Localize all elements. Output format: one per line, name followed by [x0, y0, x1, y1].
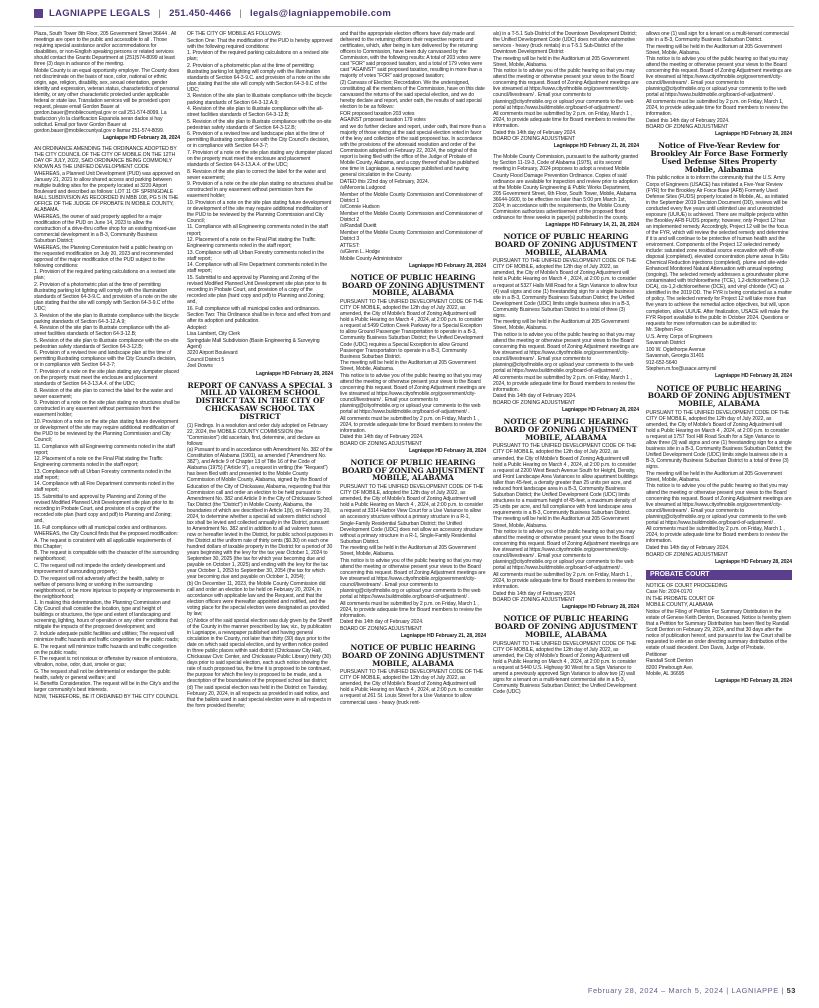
- notice-paragraph: This public notice is to inform the community that the U.S. Army Corps of Engineers (USACE) has initiated a Five-Year Review (FYR) for the Brookley Air Force Base (AFB) Formerly Used Defense Sites (FUDS) property located in Mobile, AL, as initiated in the September 2019 Decision Document (DD), reviews will be conducted every five years until unlimited use and unrestricted exposure (UU/UE) is achieved. There are multiple projects within the Brookley AFB FUDS property; however, only Project 12 has an implemented remedy. Accordingly, Project 12 will be the focus of the FYR, which will review the selected remedy and determine if it is and will continue to be protective of human health and the environment. Components of the Project 12 selected remedy include: saturated zone residual source excavation with off-site disposal (completed), elevated concentration plume areas In Situ Chemical Reduction injections (completed), plume and site-wide Enhanced Monitored Natural Attenuation with annual reporting (ongoing). The selected remedy addresses a groundwater plume contaminated with trichloroethene (TCE), 1,2-dichloroethene (1,2-DCA), cis-1,2-dichloroethene (DCE), and vinyl chloride (VC) as identified in the 2019 DD. The FYR is being conducted as a matter of policy. The selected remedy for Project 12 will take more than five years to achieve the remedial action objectives, but will, upon completion, allow UU/UE. After finalization, USACE will make the FYR Report available to the public in October 2024. Questions or requests for more information can be submitted to:: [646, 175, 792, 327]
- notice-paragraph: Dated this 14th day of February 2024.: [493, 393, 577, 400]
- notice-paragraph: WHEREAS, a Planned Unit Development (PUD) was approved on January 21, 2021 to allow shared access and parking between multiple building sites for the property located at 3220 Airport Boulevard and described as follows: LOT 11 OF SPRINGDALE MALL SUBDIVISION AS RECORDED IN MBB 108, PG 5 IN THE OFFICE OF THE JUDGE OF PROBATE IN MOBILE COUNTY, ALABAMA.: [34, 171, 180, 214]
- notice-paragraph: 10. Provision of a note on the site plan stating future development or development of the site may require additional modification of the PUD to be reviewed by the Planning Commission and City Council;: [34, 418, 179, 444]
- notice-paragraph: 12. Placement of a note on the Final Plat stating the Traffic Engineering comments noted in the staff report;: [34, 456, 163, 469]
- notice-paragraph: 8. Revision of the site plan to correct the label for the water and sewer easement;: [34, 387, 173, 400]
- brand-name: LAGNIAPPE: [731, 986, 779, 995]
- notice-paragraph: This notice is to advise you of the public hearing so that you may attend the meeting or otherwise present your views to the Board concerning this request. Board of Zoning Adjustment meetings are live streamed at https://www.cityofmobile.org/government/city-council/livestream/ . Email your comments to planning@cityofmobile.org or upload your comments to the web portal at https://www.buildmobile.org/board-of-adjustment/ .: [493, 68, 639, 111]
- notice-paragraph: G. The request shall not be detrimental or endanger the public health, safety or general welfare; and: [34, 668, 171, 681]
- notice-paragraph: The Mobile County Commission, pursuant to the authority granted by Section 11-19-3, Code of Alabama (1975), at its second meeting in February, 2024 proposes to adopt a revised Mobile County Flood Damage Prevention Ordinance. Copies of said ordinance are available for inspection and review prior to adoption at the Mobile County Engineering & Public Works Department, 205 Government Street, 6th Floor, South Tower, Mobile, Alabama 36644-1600, to be effective no later than 5:00 pm March 1st, 2024; in accordance with the requirements, the Mobile County Commission authorizes advertisement of the proposed flood ordinance for three weeks in paper(s) published in the county.: [493, 154, 638, 221]
- notice-paragraph: BOARD OF ZONING ADJUSTMENT: [340, 625, 422, 632]
- notice-paragraph: WHEREAS, the owner of said property applied for a major modification of the PUD on June 14, 2023 to allow the construction of a drive-thru coffee shop for an existing mixed-use commercial development in a B-3, Community Business Suburban District;: [34, 213, 177, 245]
- notice-paragraph: The meeting will be held in the Auditorium at 205 Government Street, Mobile, Alabama.: [340, 360, 476, 373]
- notice-paragraph: MOBILE COUNTY, ALABAMA: [646, 602, 713, 609]
- notice-title: NOTICE OF PUBLIC HEARING BOARD OF ZONING ADJUSTMENT MOBILE, ALABAMA: [341, 457, 485, 483]
- notice-paragraph: (d) The said special election was held in the District on Tuesday, February 20, 2024, in all respects as provided in said notice, and that the ballots used in said special election were in all respects in the form provided therefor;: [187, 684, 332, 709]
- column-3: [340, 31, 486, 976]
- notice-paragraph: 13. Compliance with all Urban Forestry comments noted in the staff report;: [187, 249, 325, 262]
- notice-paragraph: AGAINST proposed taxation 179 votes: [340, 117, 426, 124]
- notice-title: NOTICE OF PUBLIC HEARING BOARD OF ZONING ADJUSTMENT MOBILE, ALABAMA: [341, 642, 485, 668]
- notice-paragraph: 2. Include adequate public facilities and utilities; The request will minimize traffic hazards and traffic congestion on the public roads;: [34, 631, 179, 644]
- notice-paragraph: 5. Revision of the site plan to illustrate compliance with the on-site pedestrian safety standards of Section 64-3-12.B;: [187, 118, 332, 131]
- notice-paragraph: Case No: 2024-0170: [646, 589, 693, 596]
- publication-byline: Lagniappe HD February 21, 28, 2024: [553, 143, 639, 150]
- header-text: [49, 8, 391, 19]
- notice-paragraph: WHEREAS, the City Council finds that the proposed modification:: [34, 531, 178, 538]
- phone-number: 251.450-4466: [169, 7, 232, 19]
- separator: |: [239, 7, 243, 19]
- notice-paragraph: 7. Provision of a note on the site plan stating any dumpster placed on the property must meet the enclosure and placement standards of Section 64-3-13.A.4. of the UDC;: [34, 369, 179, 388]
- notice-paragraph: All comments must be submitted by 2 p.m. on Friday, March 1 , 2024, to provide adequate time for Board members to review the information.: [646, 526, 788, 545]
- notice-paragraph: Springdale Mall Subdivision (Basin Engineering & Surveying Agent): [187, 337, 320, 350]
- notice-paragraph: 3. Revision of the site plan to illustrate compliance with the bicycle parking standards of Section 64-3-12.A.9;: [34, 312, 179, 325]
- notice-paragraph: D. The request will not adversely affect the health, safety or welfare of persons living or working in the surrounding neighborhood, or be more injurious to property or improvements in the neighborhood;: [34, 575, 180, 600]
- notice-paragraph: Dated this 14th day of February 2024.: [646, 117, 730, 124]
- notice-paragraph: PURSUANT TO THE UNIFIED DEVELOPMENT CODE OF THE CITY OF MOBILE, adopted the 12th day of July 2022, as amended, the City of Mobile's Board of Zoning Adjustment will hold a Public Hearing on March 4 , 2024, at 2:00 p.m. to consider a request at 261 St. Louis Street for a Use Variance to allow commercial uses - heavy (truck rent-: [340, 669, 484, 706]
- notice-paragraph: 14. Compliance with all Fire Department comments noted in the staff report;: [34, 481, 174, 494]
- notice-paragraph: All comments must be submitted by 2 p.m. on Friday, March 1 , 2024, to provide adequate time for Board members to review the information.: [493, 111, 635, 130]
- notice-paragraph: 11. Compliance with all Engineering comments noted in the staff report;: [187, 224, 328, 237]
- notice-paragraph: PURSUANT TO THE UNIFIED DEVELOPMENT CODE OF THE CITY OF MOBILE, adopted the 12th day of July 2022, as amended, the City of Mobile's Board of Zoning Adjustment will hold a Public Hearing on March 4 , 2024, at 2:00 p.m. to consider a request at 3314 Harbor View Court for a Use Variance to allow an accessory structure without a primary structure in a R-1, Single-Family Residential Suburban District; the Unified Development Code (UDC) does not allow an accessory structure without a primary structure in a R-1, Single-Family Residential Suburban District.: [340, 484, 484, 545]
- notice-paragraph: 2. Provision of a photometric plan at the time of permitting illustrating parking lot lighting will comply with the illumination standards of Section 64-3-9.C. and provision of a note on the site plan stating that the site will comply with Section 64-3-9.C of the UDC;: [187, 62, 331, 93]
- notice-paragraph: (c) Notice of the said special election was duly given by the Sheriff of the County in the manner prescribed by law, viz., by publication in Lagniappe, a newspaper published and having general circulation in the County, not later than thirty (30) days prior to the date on which said special election, and by written notice posted in three public places within said district (Chickasaw City Hall, Chickasaw Civic Center, and Chickasaw Public Library) thirty (30) days prior to said special election, each such notice showing the rate of such proposed tax, the time it is proposed to be continued, the purpose for which the levy is proposed to be made, and a description of the boundaries of the proposed school tax district;: [187, 617, 332, 685]
- publication-byline: Lagniappe HD February 28, 2024: [102, 135, 180, 142]
- notice-paragraph: This notice is to advise you of the public hearing so that you may attend the meeting or otherwise present your views to the Board concerning this request. Board of Zoning Adjustment meetings are live streamed at https://www.cityofmobile.org/government/city-council/livestream/ . Email your comments to planning@cityofmobile.org or upload your comments to the web portal at https://www.buildmobile.org/board-of-adjustment/ .: [340, 372, 486, 416]
- notice-paragraph: NOTICE OF COURT PROCEEDING: [646, 582, 728, 589]
- notice-paragraph: 6. Provision of a revised tree and landscape plan at the time of permitting illustrating compliance with the City Council's decision, or in compliance with Section 64-3-7;: [34, 350, 177, 369]
- notice-paragraph: 3. Revision of the site plan to illustrate compliance with the bicycle parking standards of Section 64-3-12.A.9;: [187, 93, 332, 106]
- notice-paragraph: 15. Submittal to and approval by Planning and Zoning of the revised Modified Planned Unit Development site plan prior to its recording in Probate Court, and provision of a copy of the recorded site plan (hard copy and pdf) to Planning and Zoning; and,: [187, 274, 327, 306]
- notice-paragraph: The meeting will be held in the Auditorium at 205 Government Street, Mobile, Alabama.: [493, 55, 629, 68]
- notice-paragraph: (1) Findings. In a resolution and order duly adopted on February 22, 2024, the MOBILE COUNTY COMMISSION (the "Commission") did ascertain, find, determine, and declare as follows:: [187, 422, 328, 447]
- notice-paragraph: U.S. Army Corps of Engineers: [646, 333, 713, 340]
- notice-paragraph: Mobile County Administrator: [340, 255, 403, 262]
- issue-dates: February 28, 2024 – March 5, 2024: [587, 986, 724, 995]
- publication-byline: Lagniappe HD February 28, 2024: [408, 262, 486, 269]
- publication-byline: Lagniappe HD February 28, 2024: [255, 370, 333, 377]
- notice-paragraph: PURSUANT TO THE UNIFIED DEVELOPMENT CODE OF THE CITY OF MOBILE, adopted the 12th day of July 2022, as amended, the City of Mobile's Board of Zoning Adjustment will hold a Public Hearing on March 4 , 2024, at 2:00 p.m. to consider a request at 2200 West Beach Avenue South for Height, Density, and Front Landscape Area Variances to allow apartment buildings taller than 45-feet, a density greater than 25 units per acre, and reduced front landscape area in a B-3, Community Business Suburban District; the Unified Development Code (UDC) limits structures to a maximum height of 45-feet, a maximum density of 25 units per acre, and full compliance with front landscape area requirements in a B-3, Community Business Suburban District.: [493, 443, 638, 516]
- notice-paragraph: /s/Glenn L. Hodge: [340, 249, 381, 256]
- notice-paragraph: Mobile County is an equal opportunity employer. The County does not discriminate on the basis of race, color, national or ethnic origin, age, religion, disability, sex, sexual orientation, gender identity and expression, veteran status, characteristics of personal identity, or any other characteristic protected under applicable federal or state law. Translation services will be provided upon request, please email Gordon Bauer at gordon.bauer@mobilecountyal.gov or call 251-574-8099. La traduccion y/o la clarificacion Espanola seran dados si hay solicitud. Email por favor Gordon Bauer at gordon.bauer@mobilecountyal.gov o llamar 251-574-8099.: [34, 67, 180, 135]
- notice-paragraph: BOARD OF ZONING ADJUSTMENT: [493, 136, 575, 143]
- notice-paragraph: The meeting will be held in the Auditorium at 205 Government Street, Mobile, Alabama.: [493, 319, 629, 332]
- notice-paragraph: 12. Placement of a note on the Final Plat stating the Traffic Engineering comments noted in the staff report;: [187, 237, 316, 250]
- notice-paragraph: PURSUANT TO THE UNIFIED DEVELOPMENT CODE OF THE CITY OF MOBILE, adopted the 12th day of July 2022, as amended, the City of Mobile's Board of Zoning Adjustment will hold a Public Hearing on March 4 , 2024, at 2:00 p.m. to consider a request at 5327 Halls Mill Road for a Sign Variance to allow four (4) wall signs and one (1) freestanding sign for a single business site in a B-3, Community Business Suburban District; the Unified Development Code (UDC) limits single business sites in a B-3, Community Business Suburban District to a total of three (3) signs.: [493, 258, 638, 319]
- notice-paragraph: Council District 5: [187, 356, 225, 363]
- notice-paragraph: All comments must be submitted by 2 p.m. on Friday, March 1 , 2024, to provide adequate time for Board members to review the information.: [493, 374, 635, 393]
- notice-paragraph: 5. Revision of the site plan to illustrate compliance with the on-site pedestrian safety standards of Section 64-3-12.B;: [34, 337, 179, 350]
- header-rule: [34, 26, 794, 27]
- notice-paragraph: Member of the Mobile County Commission and Commissioner of District 1: [340, 191, 483, 204]
- notice-paragraph: BOARD OF ZONING ADJUSTMENT: [646, 124, 728, 131]
- notice-paragraph: F. The request is not noxious or offensive by reason of emissions, vibration, noise, odor, dust, smoke or gas;: [34, 656, 178, 669]
- column-1: [34, 31, 180, 976]
- notice-paragraph: 6. Provision of a revised tree and landscape plan at the time of permitting illustrating compliance with the City Council's decision, or in compliance with Section 64-3-7;: [187, 131, 330, 150]
- notice-paragraph: NOW, THEREFORE, BE IT ORDAINED BY THE CITY COUNCIL: [34, 693, 179, 700]
- section-band: PROBATE COURT: [646, 570, 792, 580]
- notice-paragraph: DATED this 22nd day of February, 2024.: [340, 178, 430, 185]
- notice-paragraph: /s/Merceria Ludgood: [340, 185, 386, 192]
- notice-paragraph: 16. Full compliance with all municipal codes and ordinances.: [187, 305, 320, 312]
- publication-byline: Lagniappe HD February 28, 2024: [561, 604, 639, 611]
- notice-paragraph: 13. Compliance with all Urban Forestry comments noted in the staff report;: [34, 468, 172, 481]
- notice-paragraph: 14. Compliance with all Fire Department comments noted in the staff report;: [187, 262, 327, 275]
- column-2: [187, 31, 333, 976]
- notice-paragraph: 8. Revision of the site plan to correct the label for the water and sewer easement;: [187, 168, 326, 181]
- publication-byline: Lagniappe HD February 21, 28, 2024: [400, 632, 486, 639]
- notice-paragraph: WHEREAS, the Planning Commission held a public hearing on the requested modification on July 20, 2023 and recommended approval of the major modification of the PUD subject to the following conditions:: [34, 244, 174, 269]
- page-header: [34, 0, 794, 26]
- notice-paragraph: 1. Provision of the required parking calculations on a revised site plan;: [187, 50, 329, 63]
- notice-paragraph: Dated this 14th day of February 2024.: [646, 544, 730, 551]
- notice-title: NOTICE OF PUBLIC HEARING BOARD OF ZONING ADJUSTMENT MOBILE, ALABAMA: [647, 383, 791, 409]
- notice-paragraph: PURSUANT TO THE UNIFIED DEVELOPMENT CODE OF THE CITY OF MOBILE, adopted the 12th day of July 2022, as amended, the City of Mobile's Board of Zoning Adjustment will hold a Public Hearing on March 4 , 2024, at 2:00 p.m. to consider a request at 1757 Tool Hill Road South for a Sign Variance to allow three (3) wall signs and one (1) freestanding sign for a single business site in a B-3, Community Business Suburban District; the Unified Development Code (UDC) limits single business site in a B-3, Community Business Suburban District to a total of three (3) signs.: [646, 409, 792, 471]
- notice-paragraph: All comments must be submitted by 2 p.m. on Friday, March 1 , 2024, to provide adequate time for Board members to review the information.: [493, 571, 635, 590]
- notice-paragraph: /s/Randall Dueitt: [340, 223, 377, 230]
- column-5: [646, 31, 792, 976]
- publication-byline: Lagniappe HD February 28, 2024: [714, 678, 792, 685]
- notice-paragraph: Dated this 14th day of February 2024.: [493, 590, 577, 597]
- notice-paragraph: IN THE PROBATE COURT OF: [646, 595, 715, 602]
- notice-paragraph: 2. Provision of a photometric plan at the time of permitting illustrating parking lot lighting will comply with the illumination standards of Section 64-3-9.C. and provision of a note on the site plan stating that the site will comply with Section 64-3-9.C of the UDC;: [34, 281, 178, 313]
- notice-paragraph: 15. Submittal to and approval by Planning and Zoning of the revised Modified Planned Unit Development site plan prior to its recording in Probate Court, and provision of a copy of the recorded site plan (hard copy and pdf) to Planning and Zoning; and,: [34, 493, 174, 525]
- publication-byline: Lagniappe HD February 28, 2024: [408, 447, 486, 454]
- notice-paragraph: 7. Provision of a note on the site plan stating any dumpster placed on the property must meet the enclosure and placement standards of Section 64-3-13.A.4. of the UDC;: [187, 149, 332, 168]
- publication-byline: Lagniappe HD February 14, 21, 28, 2024: [545, 221, 639, 228]
- notice-paragraph: BOARD OF ZONING ADJUSTMENT: [646, 551, 728, 558]
- notice-paragraph: ATTEST:: [340, 242, 360, 249]
- notice-paragraph: BOARD OF ZONING ADJUSTMENT: [340, 440, 422, 447]
- section-label: LAGNIAPPE LEGALS: [49, 7, 151, 19]
- notice-paragraph: Member of the Mobile County Commission and Commissioner of District 3: [340, 230, 483, 243]
- notice-paragraph: Dated this 14th day of February 2024.: [340, 434, 424, 441]
- notice-paragraph: This notice is to advise you of the public hearing so that you may attend the meeting or otherwise present your views to the Board concerning this request. Board of Zoning Adjustment meetings are live streamed at https://www.cityofmobile.org/government/city-council/livestream/ . Email your comments to planning@cityofmobile.org or upload your comments to the web portal at https://www.buildmobile.org/board-of-adjustment/ .: [646, 483, 792, 526]
- notice-paragraph: Dated this 14th day of February 2024.: [340, 619, 424, 626]
- notice-paragraph: This notice is to advise you of the public hearing so that you may attend the meeting or otherwise present your views to the Board concerning this request. Board of Zoning Adjustment meetings are live streamed at https://www.cityofmobile.org/government/city-council/livestream/ . Email your comments to planning@cityofmobile.org or upload your comments to the web portal at https://www.buildmobile.org/board-of-adjustment/ .: [340, 557, 486, 601]
- notice-paragraph: 9. Provision of a note on the site plan stating no structures shall be constructed in any easement without permission from the easement holder;: [187, 181, 333, 200]
- notice-paragraph: BOARD OF ZONING ADJUSTMENT: [493, 597, 575, 604]
- notice-paragraph: Petitioner: [646, 651, 667, 658]
- notice-paragraph: All comments must be submitted by 2 p.m. on Friday, March 1, 2024, to provide adequate time for Board members to review the information.: [646, 99, 788, 118]
- notice-paragraph: (a) Pursuant to and in accordance with Amendment No. 382 of the Constitution of Alabama (1901), as amended ("Amendment No. 382"), and Article 9 of Chapter 13 of Title 16 of the Code of Alabama (1975) ("Article 9"), a request in writing (the "Request") has been filed with and presented to the Mobile County Commission of Mobile County, Alabama, signed by the Board of Education of the City of Chickasaw, Alabama, requesting that this Commission call and order an election to be held pursuant to Amendment No. 382 and Article 9 in the City of Chickasaw School Tax District (the "District") in Mobile County, Alabama, the boundaries of which are described in Article 1(b), on February 20, 2024, to determine whether a special ad valorem district school tax shall be levied and collected annually in the District, pursuant to Amendment No. 382 and in addition to all ad valorem taxes now or hereafter levied in the District, for public school purposes in the District at the uniform rate of thirty cents ($0.30) on each one hundred dollars of taxable property in the District for a period of 30 years beginning with the levy for the tax year October 1, 2024 to September 30, 2025 (the tax for which year becoming due and payable on October 1, 2025) and ending with the levy for the tax year October 1, 2053 to September 30, 2054 (the tax for which year becoming due and payable on October 1, 2054);: [187, 447, 333, 581]
- publication-byline: Lagniappe HD February 28, 2024: [714, 373, 792, 380]
- publication-byline: Lagniappe HD February 28, 2024: [561, 406, 639, 413]
- notice-paragraph: (2) Canvass of Election; Recordation. We the undersigned, constituting all the members of the Commission, have on this date canvassed the returns of the said special election, and we do hereby declare and report, under oath, the results of said special election to be as follows:: [340, 79, 485, 111]
- legal-notices-columns: [34, 31, 796, 976]
- notice-paragraph: Savannah, Georgia 31401: [646, 353, 705, 360]
- page-footer: February 28, 2024 – March 5, 2024 | LAGNIAPPE | 53: [587, 986, 796, 995]
- notice-paragraph: OF THE CITY OF MOBILE AS FOLLOWS:: [187, 31, 282, 37]
- notice-paragraph: C. The request will not impede the orderly development and improvement of surrounding property;: [34, 562, 166, 576]
- notice-paragraph: The meeting will be held in the Auditorium at 205 Government Street, Mobile, Alabama.: [493, 516, 629, 529]
- notice-title: NOTICE OF PUBLIC HEARING BOARD OF ZONING ADJUSTMENT MOBILE, ALABAMA: [494, 417, 638, 442]
- notice-paragraph: Notice of the Filing of Petition For Summary Distribution in the estate of Genese Keith Denton, Deceased. Notice is hereby given that a Petition for Summary Distribution has been filed by Randall Scott Denton on February 29, 2024, and that 30 days after the notice of publication hereof, and pursuant to law the Court shall be requested to enter an order directing summary distribution of the estate of said decedent. Don Davis, Judge of Probate.: [646, 608, 792, 652]
- notice-paragraph: 100 W. Oglethorpe Avenue: [646, 346, 706, 353]
- notice-paragraph: The meeting will be held in the Auditorium at 205 Government Street, Mobile, Alabama.: [646, 43, 782, 56]
- notice-paragraph: (b) On December 11, 2023, the Mobile County Commission did call and order an election to be held on February 20, 2024, in accordance with applicable law and the Request, and that the election officers were thereafter appointed and notified, and the voting place for the special election were designated as provided by law;: [187, 580, 329, 618]
- notice-paragraph: Lisa Lambert, City Clerk: [187, 331, 240, 338]
- notice-paragraph: Section One: That the modification of the PUD is hereby approved with the following required conditions:: [187, 37, 333, 50]
- notice-paragraph: 16. Full compliance with all municipal codes and ordinances.: [34, 524, 167, 531]
- notice-paragraph: 1. In making this determination, the Planning Commission and City Council shall consider the location, type and height of buildings or structures, the type and extent of landscaping and screening, lighting, hours of operation or any other conditions that mitigate the impacts of the proposed development; and: [34, 600, 178, 631]
- notice-paragraph: The meeting will be held in the Auditorium at 205 Government Street, Mobile, Alabama.: [646, 470, 782, 483]
- notice-paragraph: 8200 Pinebough Ave.: [646, 664, 694, 671]
- notice-paragraph: Plaza, South Tower 8th Floor, 205 Government Street 36644 . All meetings are open to the public and accessible to all . Those requiring special assistance and/or accommodations for disabilities, or non-English speaking persons or related services should contact the Grants Department at (251)574-8099 at least three (3) days in advance of the meeting.: [34, 31, 177, 68]
- notice-paragraph: 3220 Airport Boulevard: [187, 350, 238, 357]
- notice-paragraph: and we do further declare and report, under oath, that more than a majority of those voting at the said special election voted in favor of the levy and collection of the said proposed tax. In accordance with the provisions of the aforesaid resolution and order of the Commission adopted on February 22, 2024, the original of this report is being filed with the office of the Judge of Probate of Mobile County, Alabama, and a copy thereof shall be published one time in Lagniappe, a newspaper published and having general circulation in the County.: [340, 123, 486, 179]
- section-square-icon: [34, 9, 43, 18]
- notice-paragraph: A. The request is consistent with all applicable requirements of this Chapter;: [34, 537, 172, 550]
- notice-paragraph: Dated this 14th day of February 2024.: [493, 129, 577, 136]
- notice-paragraph: 1. Provision of the required parking calculations on a revised site plan;: [34, 269, 176, 282]
- notice-paragraph: Adopted:: [187, 324, 207, 331]
- notice-paragraph: FOR proposed taxation 203 votes: [340, 110, 415, 117]
- email-address[interactable]: legals@lagniappemobile.com: [250, 7, 392, 19]
- notice-paragraph: 9. Provision of a note on the site plan stating no structures shall be constructed in any easement without permission from the easement holder;: [34, 400, 180, 419]
- publication-byline: Lagniappe HD February 28, 2024: [714, 558, 792, 565]
- notice-paragraph: Section Two: This Ordinance shall be in force and effect from and after its adoption and publication.: [187, 312, 331, 325]
- notice-paragraph: Stephen.m.fox@usace.army.mil: [646, 366, 717, 373]
- separator: |: [158, 7, 162, 19]
- notice-paragraph: H. Benefits Consideration. The request will be in the City's and the larger community's best interests.: [34, 681, 180, 694]
- notice-paragraph: All comments must be submitted by 2 p.m. on Friday, March 1 , 2024, to provide adequate time for Board members to review the information.: [340, 415, 482, 434]
- notice-title: NOTICE OF PUBLIC HEARING BOARD OF ZONING ADJUSTMENT MOBILE, ALABAMA: [341, 272, 485, 298]
- notice-paragraph: PURSUANT TO THE UNIFIED DEVELOPMENT CODE OF THE CITY OF MOBILE, adopted the 12th day of July 2022, as amended, the City of Mobile's Board of Zoning Adjustment will hold a Public Hearing on March 4 , 2024, at 2:00 p.m. to consider a request at 5499 Cotton Creek Parkway for a Special Exception to allow Ground Passenger Transportation to operate in a B-3, Community Business Suburban District; the Unified Development Code (UDC) requires a Special Exception to allow Ground Passenger Transportation to operate in a B-3, Community Business Suburban District.: [340, 299, 484, 360]
- notice-title: REPORT OF CANVASS A SPECIAL 3 MILL AD VALOREM SCHOOL DISTRICT TAX IN THE CITY OF CHICKASAW SCHOOL TAX DISTRICT: [187, 380, 333, 421]
- notice-paragraph: B. The request is compatible with the character of the surrounding neighborhood;: [34, 550, 179, 563]
- notice-title: NOTICE OF PUBLIC HEARING BOARD OF ZONING ADJUSTMENT MOBILE, ALABAMA: [494, 231, 638, 257]
- notice-paragraph: This notice is to advise you of the public hearing so that you may attend the meeting or otherwise present your views to the Board concerning this request. Board of Zoning Adjustment meetings are live streamed at https://www.cityofmobile.org/government/city-council/livestream/ . Email your comments to planning@cityofmobile.org or upload your comments to the web portal at https://www.buildmobile.org/board-of-adjustment/ .: [493, 529, 639, 572]
- notice-paragraph: Mobile, AL 36695: [646, 671, 685, 678]
- notice-paragraph: 10. Provision of a note on the site plan stating future development or development of the site may require additional modification of the PUD to be reviewed by the Planning Commission and City Council;: [187, 199, 332, 224]
- column-4: [493, 31, 639, 976]
- notice-paragraph: This notice is to advise you of the public hearing so that you may attend the meeting or otherwise present your views to the Board concerning this request. Board of Zoning Adjustment meetings are live streamed at https://www.cityofmobile.org/government/city-council/livestream/ . Email your comments to planning@cityofmobile.org or upload your comments to the web portal at https://www.buildmobile.org/board-of-adjustment/ .: [493, 331, 639, 375]
- notice-paragraph: Savannah District: [646, 340, 685, 347]
- notice-paragraph: als) in a T-5.1 Sub-District of the Downtown Development District; the Unified Development Code (UDC) does not allow automotive services - heavy (truck rentals) in a T-5.1 Sub-District of the Downtown Development District: [493, 31, 637, 56]
- notice-paragraph: allows one (1) wall sign for a tenant on a multi-tenant commercial site in a B-3, Community Business Suburban District.: [646, 31, 789, 44]
- notice-paragraph: E. The request will minimize traffic hazards and traffic congestion on the public roads;: [34, 643, 177, 656]
- notice-paragraph: and that the appropriate election officers have duly made and delivered to the returning officers their respective reports and certificates, which, after being in turn delivered by the returning officers to Commission, have been duly canvassed by the Commission, with the following results: A total of 203 votes were cast "FOR" said proposed taxation, and a total of 179 votes were cast "AGAINST" said proposed taxation, resulting in more than a majority of votes "FOR" said proposed taxation;: [340, 31, 483, 80]
- notice-paragraph: 4. Revision of the site plan to illustrate compliance with the all-street facilities standards of Section 64-3-12.B;: [187, 106, 324, 119]
- page-number: 53: [786, 986, 796, 995]
- notice-paragraph: The meeting will be held in the Auditorium at 205 Government Street, Mobile, Alabama.: [340, 545, 476, 558]
- notice-paragraph: Randall Scott Denton: [646, 658, 693, 665]
- publication-byline: Lagniappe HD February 28, 2024: [714, 131, 792, 138]
- notice-title: Notice of Five-Year Review for Brookley Air Force Base Formerly Used Defense Sites Property Mobile, Alabama: [650, 141, 788, 174]
- notice-paragraph: PURSUANT TO THE UNIFIED DEVELOPMENT CODE OF THE CITY OF MOBILE, adopted the 12th day of July 2022, as amended, the City of Mobile's Board of Zoning Adjustment will hold a Public Hearing on March 4 , 2024, at 2:00 p.m. to consider a request at 5440 U.S. Highway 90 West for a Sign Variance to amend a previously approved Sign Variance to allow two (2) wall signs for a tenant on a multi-tenant commercial site in a B-3, Community Business Suburban District; the Unified Development Code (UDC): [493, 640, 637, 695]
- notice-paragraph: 912-652-5640: [646, 359, 678, 366]
- notice-paragraph: 4. Revision of the site plan to illustrate compliance with the all-street facilities standards of Section 64-3-12.B;: [34, 325, 171, 338]
- notice-paragraph: Member of the Mobile County Commission and Commissioner of District 2: [340, 210, 483, 223]
- notice-paragraph: All comments must be submitted by 2 p.m. on Friday, March 1 , 2024, to provide adequate time for Board members to review the information.: [340, 600, 482, 619]
- notice-paragraph: BOARD OF ZONING ADJUSTMENT: [493, 399, 575, 406]
- notice-paragraph: 11. Compliance with all Engineering comments noted in the staff report;: [34, 443, 175, 456]
- notice-paragraph: Joel Downs: [187, 363, 213, 370]
- notice-paragraph: /s/Connie Hudson: [340, 204, 380, 211]
- notice-paragraph: This notice is to advise you of the public hearing so that you may attend the meeting or otherwise present your views to the Board concerning this request. Board of Zoning Adjustment meetings are live streamed at https://www.cityofmobile.org/government/city-council/livestream/ . Email your comments to planning@cityofmobile.org or upload your comments to the web portal at https://www.buildmobile.org/board-of-adjustment/ .: [646, 56, 792, 99]
- notice-paragraph: AN ORDINANCE AMENDING THE ORDINANCE ADOPTED BY THE CITY COUNCIL OF THE CITY OF MOBILE ON THE 12TH DAY OF JULY, 2022, SAID ORDINANCE BEING COMMONLY KNOWN AS THE UNIFIED DEVELOPMENT CODE: [34, 146, 177, 171]
- notice-paragraph: Mr. Stephen Fox: [646, 327, 683, 334]
- notice-title: NOTICE OF PUBLIC HEARING BOARD OF ZONING ADJUSTMENT MOBILE, ALABAMA: [494, 614, 638, 639]
